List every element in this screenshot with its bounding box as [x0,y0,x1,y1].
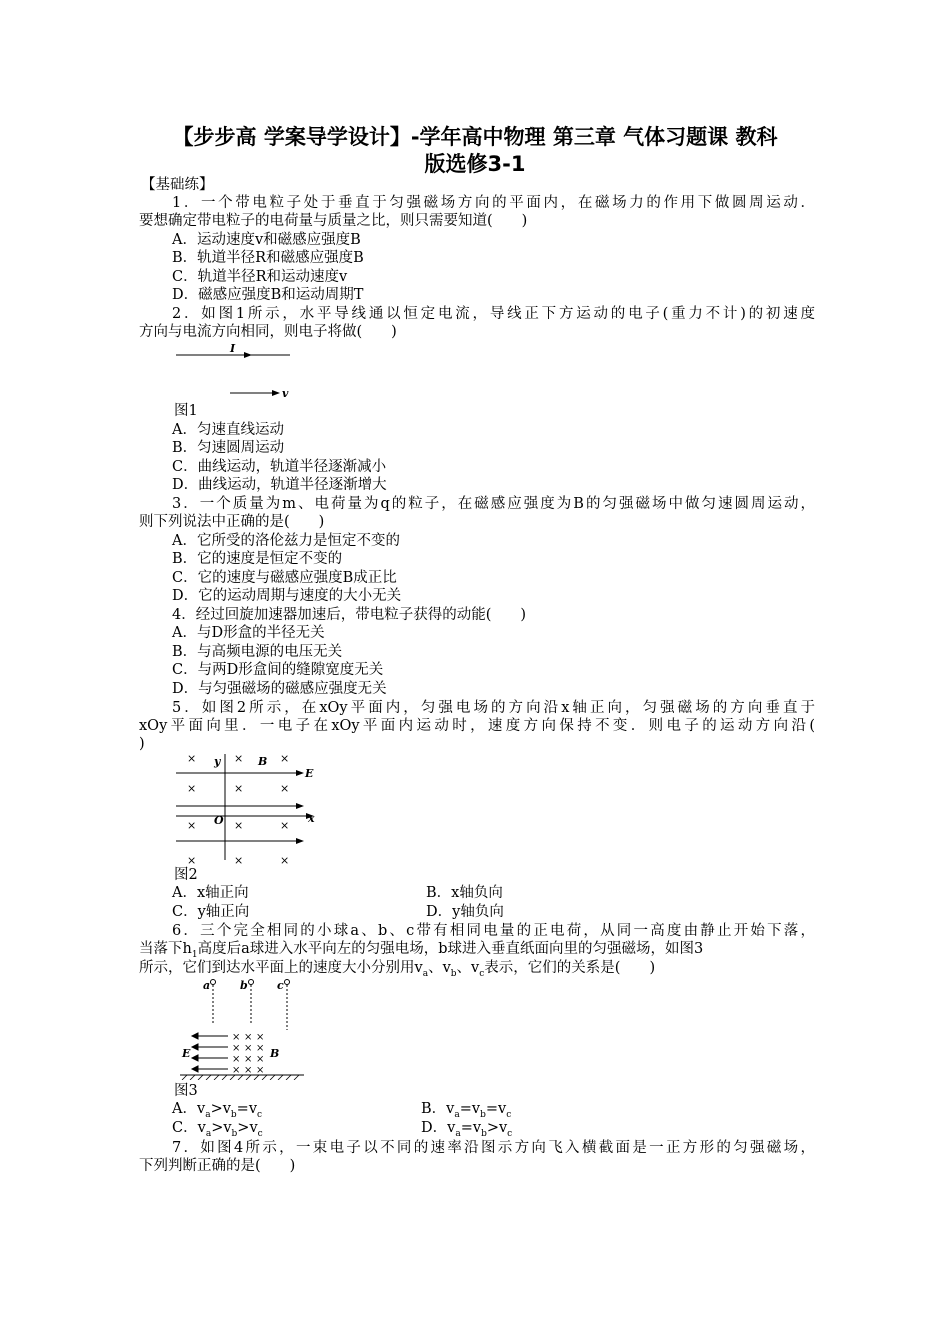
q6-option-c: C．$v_a>v_b>v_c$ [172,1120,263,1139]
cross-mark: × [187,782,197,795]
section-heading: 【基础练】 [141,177,214,193]
electric-field-lines [192,1033,228,1072]
q5-option-d: D．y轴负向 [426,904,504,920]
q5-option-c: C．y轴正向 [172,904,250,920]
q3-stem-line1: 3．一个质量为m、电荷量为q的粒子，在磁感应强度为B的匀强磁场中做匀速圆周运动， [172,496,815,512]
q3-option-a: A．它所受的洛伦兹力是恒定不变的 [172,533,400,549]
svg-text:×: × [232,1054,241,1065]
q2-option-b: B．匀速圆周运动 [172,440,285,456]
figure-3 [176,976,310,1080]
cross-mark: × [280,819,290,832]
svg-text:×: × [232,1032,241,1043]
cross-mark: × [187,752,197,765]
q1-stem-line2: 要想确定带电粒子的电荷量与质量之比，则只需要知道( ) [139,213,528,229]
fig3-e-label: E [182,1047,191,1060]
field-cross-marks [187,752,289,866]
q4-option-b: B．与高频电源的电压无关 [172,644,343,660]
doc-title-line2: 版选修3-1 [424,152,526,176]
magnetic-field-crosses [232,1032,264,1076]
q4-stem-line1: 4．经过回旋加速器加速后，带电粒子获得的动能( ) [172,607,527,623]
cross-mark: × [280,782,290,795]
q7-stem-line2: 下列判断正确的是( ) [139,1158,296,1174]
cross-mark: × [234,782,244,795]
q2-stem-line2: 方向与电流方向相同，则电子将做( ) [139,324,397,340]
fig3-ball-a-label: a [203,979,211,992]
ball-a [211,980,216,985]
fig2-e-label: E [305,767,314,780]
q4-option-a: A．与D形盒的半径无关 [172,625,325,641]
q3-option-d: D．它的运动周期与速度的大小无关 [172,588,402,604]
q6-stem-line2: 当落下$h_1$高度后a球进入水平向左的匀强电场，b球进入垂直纸面向里的匀强磁场，如图3 [139,941,704,960]
figure-2 [172,750,322,866]
cross-mark: × [234,854,244,866]
ground-hatching [182,1075,299,1080]
q2-option-d: D．曲线运动，轨道半径逐渐增大 [172,477,387,493]
q4-option-c: C．与两D形盒间的缝隙宽度无关 [172,662,384,678]
fig2-y-label: y [214,755,221,768]
svg-text:×: × [232,1065,241,1076]
q1-option-b: B．轨道半径R和磁感应强度B [172,250,364,266]
svg-text:×: × [244,1043,253,1054]
fig1-velocity-label: v [282,387,289,400]
q2-option-a: A．匀速直线运动 [172,422,284,438]
q3-option-c: C．它的速度与磁感应强度B成正比 [172,570,397,586]
q5-option-b: B．x轴负向 [426,885,503,901]
fig2-x-label: x [308,812,315,825]
fig3-ball-b-label: b [240,979,248,992]
cross-mark: × [187,854,197,866]
fig3-b-label: B [270,1047,280,1060]
fig3-ball-c-label: c [277,979,284,992]
q6-option-b: B．$v_a=v_b=v_c$ [421,1101,512,1120]
q1-option-c: C．轨道半径R和运动速度v [172,269,348,285]
q2-option-c: C．曲线运动，轨道半径逐渐减小 [172,459,387,475]
figure-1 [170,340,300,402]
q1-stem-line1: 1．一个带电粒子处于垂直于匀强磁场方向的平面内，在磁场力的作用下做圆周运动． [172,195,815,211]
q6-option-a: A．$v_a>v_b=v_c$ [172,1101,263,1120]
q5-stem-line3: ) [139,736,145,752]
q2-stem-line1: 2．如图1所示，水平导线通以恒定电流，导线正下方运动的电子(重力不计)的初速度 [172,306,815,322]
fig2-caption: 图2 [174,867,198,883]
fig1-current-label: I [230,342,236,355]
current-arrow-head [244,352,252,358]
ball-b [249,980,254,985]
cross-mark: × [280,854,290,866]
cross-mark: × [234,752,244,765]
q5-stem-line1: 5．如图2所示，在xOy平面内，匀强电场的方向沿x轴正向，匀强磁场的方向垂直于 [172,700,815,716]
fig2-b-label: B [258,755,268,768]
svg-text:×: × [256,1054,265,1065]
q6-stem-line3: 所示，它们到达水平面上的速度大小分别用$v_a$、$v_b$、$v_c$表示，它们的关系是( ) [139,960,656,979]
cross-mark: × [280,752,290,765]
fig3-caption: 图3 [174,1083,198,1099]
fig2-origin-label: O [214,814,224,827]
cross-mark: × [234,819,244,832]
q4-option-d: D．与匀强磁场的磁感应强度无关 [172,681,387,697]
q6-stem-line1: 6．三个完全相同的小球a、b、c带有相同电量的正电荷，从同一高度由静止开始下落， [172,923,815,939]
velocity-arrow-head [272,390,280,396]
cross-mark: × [187,819,197,832]
q5-option-a: A．x轴正向 [172,885,249,901]
q6-option-d: D．$v_a=v_b>v_c$ [421,1120,513,1139]
svg-text:×: × [244,1054,253,1065]
q3-option-b: B．它的速度是恒定不变的 [172,551,343,567]
svg-text:×: × [244,1065,253,1076]
q1-option-a: A．运动速度v和磁感应强度B [172,232,361,248]
q3-stem-line2: 则下列说法中正确的是( ) [139,514,325,530]
svg-text:×: × [232,1043,241,1054]
doc-title-line1: 【步步高 学案导学设计】-学年高中物理 第三章 气体习题课 教科 [172,125,778,149]
svg-text:×: × [256,1065,265,1076]
q5-stem-line2: xOy平面向里．一电子在xOy平面内运动时，速度方向保持不变．则电子的运动方向沿( [139,718,815,734]
svg-text:×: × [256,1032,265,1043]
svg-text:×: × [256,1043,265,1054]
svg-text:×: × [244,1032,253,1043]
q1-option-d: D．磁感应强度B和运动周期T [172,287,364,303]
q7-stem-line1: 7．如图4所示，一束电子以不同的速率沿图示方向飞入横截面是一正方形的匀强磁场， [172,1140,815,1156]
fig1-caption: 图1 [174,403,198,419]
ball-c [285,980,290,985]
